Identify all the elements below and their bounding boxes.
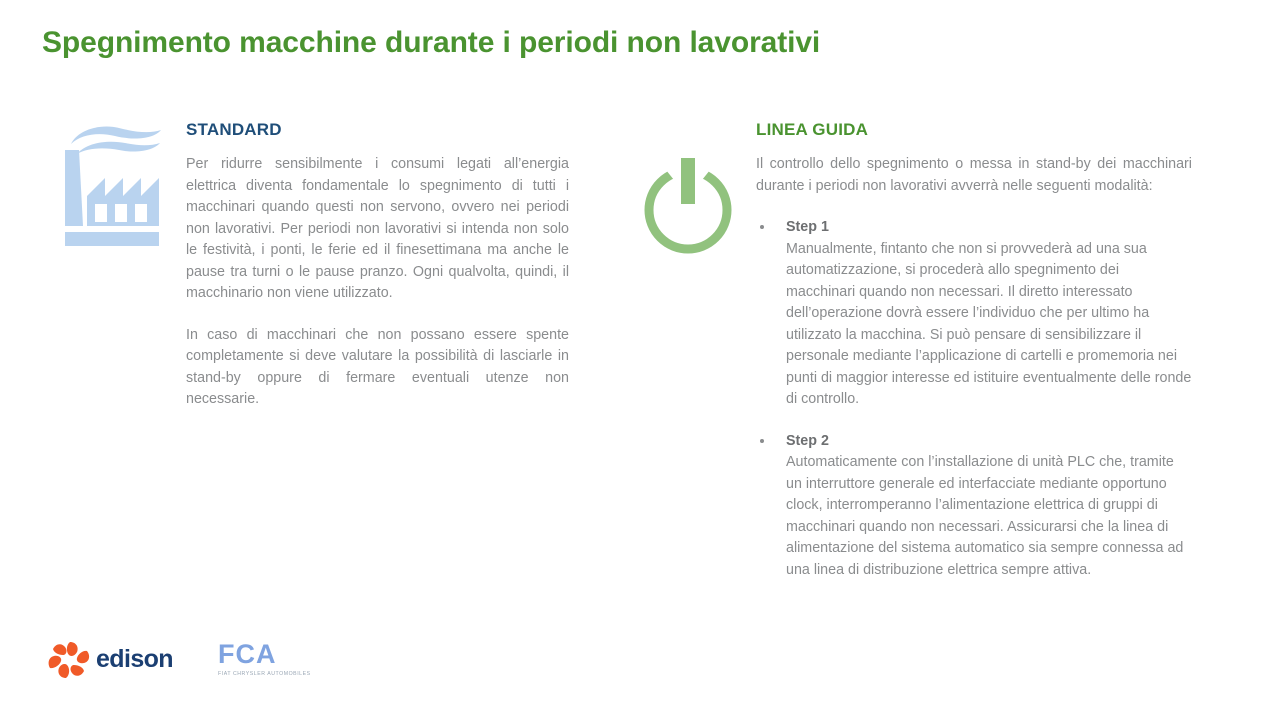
- edison-sun-icon: [48, 640, 94, 680]
- fca-wordmark: FCA: [218, 639, 277, 669]
- page-title: Spegnimento macchine durante i periodi non lavorativi: [42, 26, 821, 59]
- fca-subtitle: FIAT CHRYSLER AUTOMOBILES: [218, 671, 311, 677]
- step-title: Step 1: [786, 219, 829, 235]
- standard-paragraph-1: Per ridurre sensibilmente i consumi legati all’energia elettrica diventa fondamentale lo spegnimento di tutti i macchinari quando questi non servono, ovvero nei periodi non lavorativi. Per periodi non lavorativi si intenda non solo le festività, i ponti, le ferie ed il finesettimana ma anche le pause tra turni o le pause pranzo. Ogni qualvolta, quindi, il macchinario non viene utilizzato.: [186, 156, 569, 301]
- fca-logo: [218, 640, 322, 684]
- factory-icon: [57, 122, 169, 246]
- bullet-dot-icon: [760, 225, 764, 229]
- standard-section: [186, 120, 569, 411]
- step-body: Automaticamente con l’installazione di unità PLC che, tramite un interruttore generale ed interfacciate mediante opportuno clock, interromperanno l’alimentazione elettrica di gruppi di macchinari quando non necessari. Assicurarsi che la linea di alimentazione del sistema automatico sia sempre connessa ad una linea di distribuzione elettrica sempre attiva.: [786, 454, 1184, 578]
- linea-guida-section: [756, 120, 1192, 581]
- linea-guida-heading: LINEA GUIDA: [756, 120, 869, 139]
- list-item: [756, 217, 1192, 411]
- step-title: Step 2: [786, 432, 829, 449]
- list-item: [756, 431, 1192, 582]
- standard-heading: STANDARD: [186, 120, 282, 139]
- step-body: Manualmente, fintanto che non si provvederà ad una sua automatizzazione, si procederà allo spegnimento dei macchinari quando non necessari. Il diretto interessato dell’operazione dovrà essere l’individuo che per ultimo ha utilizzato la macchina. Si può pensare di sensibilizzare il personale mediante l’applicazione di cartelli e promemoria nei punti di maggior interesse ed istituire eventualmente delle ronde di controllo.: [786, 240, 1192, 407]
- edison-logo: [48, 640, 198, 680]
- steps-list: [756, 217, 1192, 581]
- power-icon: [636, 150, 740, 258]
- bullet-dot-icon: [760, 439, 764, 443]
- linea-guida-intro: Il controllo dello spegnimento o messa in stand-by dei macchinari durante i periodi non lavorativi avverrà nelle seguenti modalità:: [756, 156, 1192, 194]
- edison-wordmark: edison: [96, 645, 173, 673]
- standard-paragraph-2: In caso di macchinari che non possano essere spente completamente si deve valutare la possibilità di lasciarle in stand-by oppure di fermare eventuali utenze non necessarie.: [186, 326, 569, 407]
